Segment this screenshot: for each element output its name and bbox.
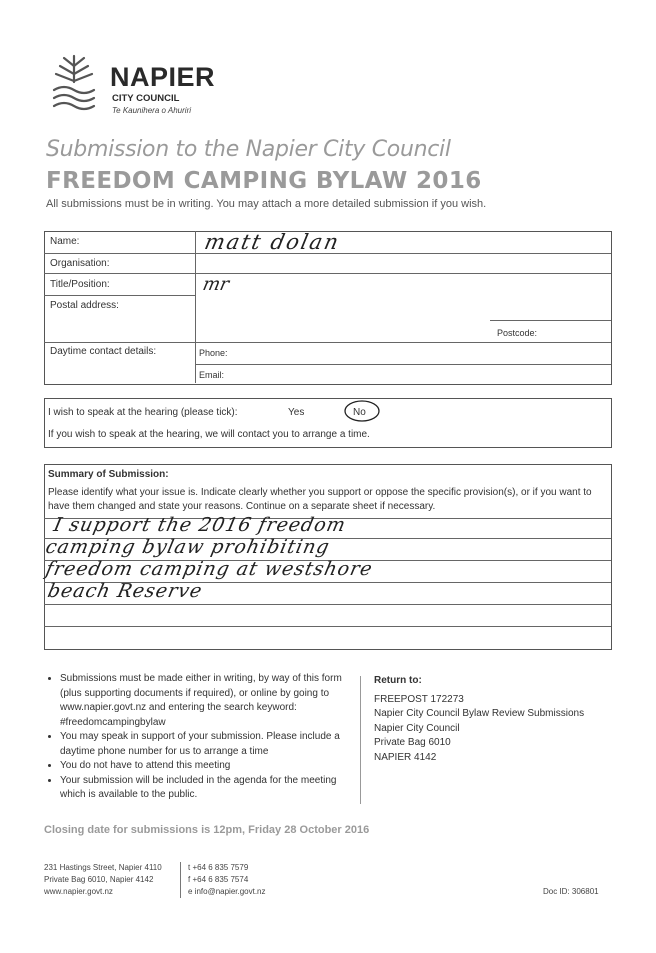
return-line: NAPIER 4142 bbox=[374, 751, 437, 763]
footer-email[interactable]: e info@napier.govt.nz bbox=[188, 887, 266, 896]
submission-line-3: freedom camping at westshore bbox=[43, 558, 375, 580]
closing-date: Closing date for submissions is 12pm, Friday 28 October 2016 bbox=[44, 824, 370, 836]
title-label: Title/Position: bbox=[50, 279, 110, 290]
submission-line-1: I support the 2016 freedom bbox=[51, 514, 349, 536]
email-label: Email: bbox=[199, 370, 225, 380]
footer-address-line: Private Bag 6010, Napier 4142 bbox=[44, 875, 154, 884]
no-circle-mark bbox=[342, 398, 382, 424]
postcode-label: Postcode: bbox=[497, 328, 538, 338]
return-heading: Return to: bbox=[374, 675, 422, 686]
contact-details-label: Daytime contact details: bbox=[50, 346, 157, 357]
intro-text: All submissions must be in writing. You may attach a more detailed submission if you wish. bbox=[46, 198, 487, 210]
footer-fax: f +64 6 835 7574 bbox=[188, 875, 249, 884]
return-line: Napier City Council Bylaw Review Submissions bbox=[374, 708, 585, 719]
submission-line-2: camping bylaw prohibiting bbox=[43, 536, 332, 558]
submission-line-4: beach Reserve bbox=[45, 580, 205, 602]
doc-id: Doc ID: 306801 bbox=[543, 887, 599, 896]
footer-address bbox=[44, 862, 162, 898]
footer-contacts bbox=[188, 862, 266, 898]
info-bullet: • Your submission will be included in the agenda for the meeting which is available to the public. bbox=[60, 774, 344, 803]
footer-website[interactable]: www.napier.govt.nz bbox=[44, 887, 113, 896]
name-label: Name: bbox=[50, 236, 80, 247]
hearing-note: If you wish to speak at the hearing, we will contact you to arrange a time. bbox=[48, 429, 370, 440]
info-bullet: • You do not have to attend this meeting bbox=[60, 759, 344, 774]
return-line: Napier City Council bbox=[374, 722, 460, 734]
footer-address-line: 231 Hastings Street, Napier 4110 bbox=[44, 863, 162, 872]
return-line: FREEPOST 172273 bbox=[374, 693, 464, 705]
phone-label: Phone: bbox=[199, 348, 228, 358]
hearing-box bbox=[44, 398, 612, 448]
form-subtitle: FREEDOM CAMPING BYLAW 2016 bbox=[46, 168, 482, 194]
org-maori-name: Te Kaunihera o Ahuriri bbox=[112, 106, 192, 115]
info-bullets bbox=[44, 672, 344, 803]
footer-phone: t +64 6 835 7579 bbox=[188, 863, 249, 872]
org-name: NAPIER bbox=[110, 62, 216, 92]
hearing-no-option[interactable]: No bbox=[353, 407, 366, 418]
summary-instructions: Please identify what your issue is. Indicate clearly whether you support or oppose the specific provision(s), or if you want to have them changed and state your reasons. Continue on a separate sheet if necessary. bbox=[48, 487, 592, 512]
form-title: Submission to the Napier City Council bbox=[46, 137, 451, 162]
postal-address-label: Postal address: bbox=[50, 300, 119, 311]
summary-heading: Summary of Submission: bbox=[48, 469, 169, 480]
org-subtitle: CITY COUNCIL bbox=[112, 93, 180, 104]
hearing-question: I wish to speak at the hearing (please tick): bbox=[48, 407, 238, 418]
council-logo-icon bbox=[46, 52, 102, 114]
return-address bbox=[374, 674, 584, 765]
title-field[interactable]: mr bbox=[200, 274, 231, 295]
hearing-yes-option[interactable]: Yes bbox=[288, 407, 305, 418]
organisation-label: Organisation: bbox=[50, 258, 110, 269]
details-table bbox=[44, 231, 612, 385]
return-line: Private Bag 6010 bbox=[374, 737, 451, 748]
info-bullet: • You may speak in support of your submission. Please include a daytime phone number for us to arrange a time bbox=[60, 730, 344, 759]
info-bullet: • Submissions must be made either in writing, by way of this form (plus supporting documents if required), or online by going to www.napier.govt.nz and entering the search keyword: #freedomcampingbylaw bbox=[60, 672, 344, 730]
name-field[interactable]: matt dolan bbox=[202, 230, 343, 254]
